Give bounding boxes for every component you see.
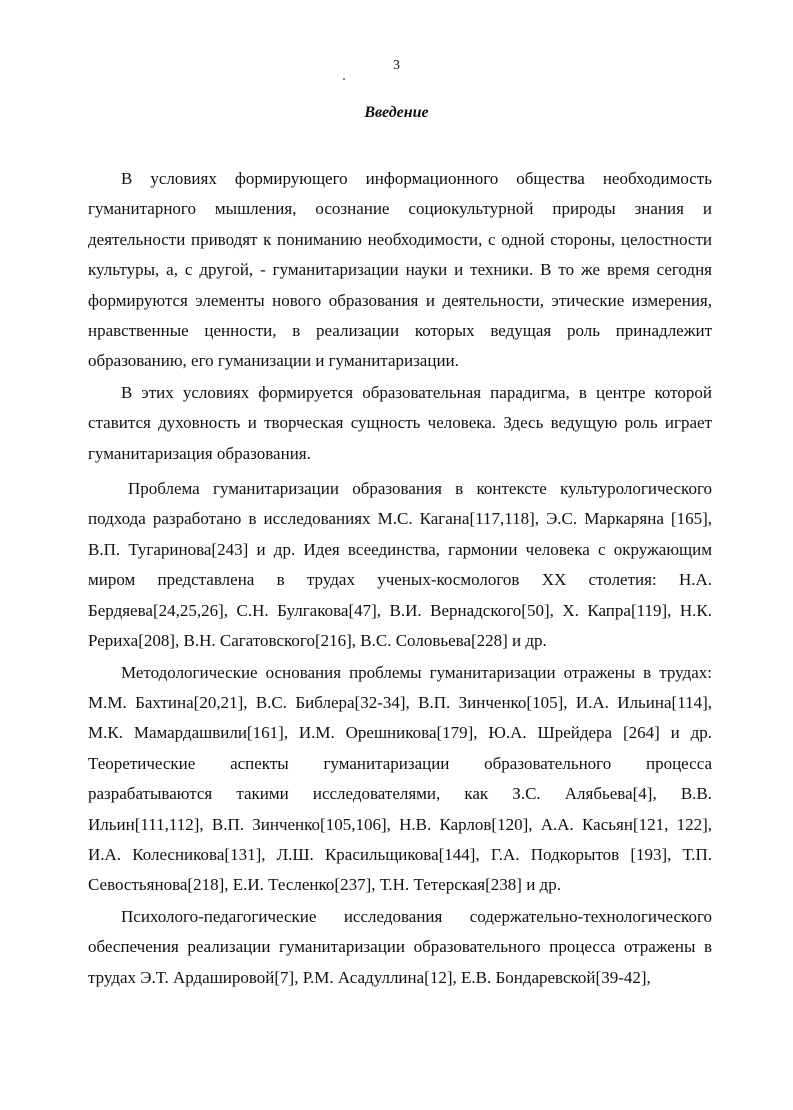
paragraph-4: Методологические основания проблемы гуманитаризации отражены в трудах: М.М. Бахтина[20,21], В.С. Библера[32-34], В.П. Зинченко[105], И.А. Ильина[114], М.К. Мамардашвили[161], И.М. Орешникова[179], Ю.А. Шрейдера [264] и др. Теоретические аспекты гуманитаризации образовательного процесса разрабатываются такими исследователями, как З.С. Алябьева[4], В.В. Ильин[111,112], В.П. Зинченко[105,106], Н.В. Карлов[120], А.А. Касьян[121, 122], И.А. Колесникова[131], Л.Ш. Красильщикова[144], Г.А. Подкорытов [193], Т.П. Севостьянова[218], Е.И. Тесленко[237], Т.Н. Тетерская[238] и др. bbox=[88, 662, 712, 895]
page-number: 3 bbox=[393, 58, 400, 73]
paragraph-2: В этих условиях формируется образовательная парадигма, в центре которой ставится духовность и творческая сущность человека. Здесь ведущую роль играет гуманитаризация образования. bbox=[88, 382, 712, 463]
paragraph-5: Психолого-педагогические исследования содержательно-технологического обеспечения реализации гуманитаризации образовательного процесса отражены в трудах Э.Т. Ардашировой[7], Р.М. Асадуллина[12], Е.В. Бондаревской[39-42], bbox=[88, 906, 712, 987]
section-title: Введение bbox=[364, 104, 429, 121]
scan-speck bbox=[343, 78, 345, 80]
paragraph-3: Проблема гуманитаризации образования в контексте культурологического подхода разработано в исследованиях М.С. Кагана[117,118], Э.С. Маркаряна [165], В.П. Тугаринова[243] и др. Идея всеединства, гармонии человека с окружающим миром представлена в трудах ученых-космологов XX столетия: Н.А. Бердяева[24,25,26], С.Н. Булгакова[47], В.И. Вернадского[50], Х. Капра[119], Н.К. Рериха[208], В.Н. Сагатовского[216], В.С. Соловьева[228] и др. bbox=[88, 479, 712, 651]
paragraph-1: В условиях формирующего информационного общества необходимость гуманитарного мышления, осознание социокультурной природы знания и деятельности приводят к пониманию необходимости, с одной стороны, целостности культуры, а, с другой, - гуманитаризации науки и техники. В то же время сегодня формируются элементы нового образования и деятельности, этические измерения, нравственные ценности, в реализации которых ведущая роль принадлежит образованию, его гуманизации и гуманитаризации. bbox=[88, 169, 712, 371]
body-text bbox=[88, 164, 712, 994]
